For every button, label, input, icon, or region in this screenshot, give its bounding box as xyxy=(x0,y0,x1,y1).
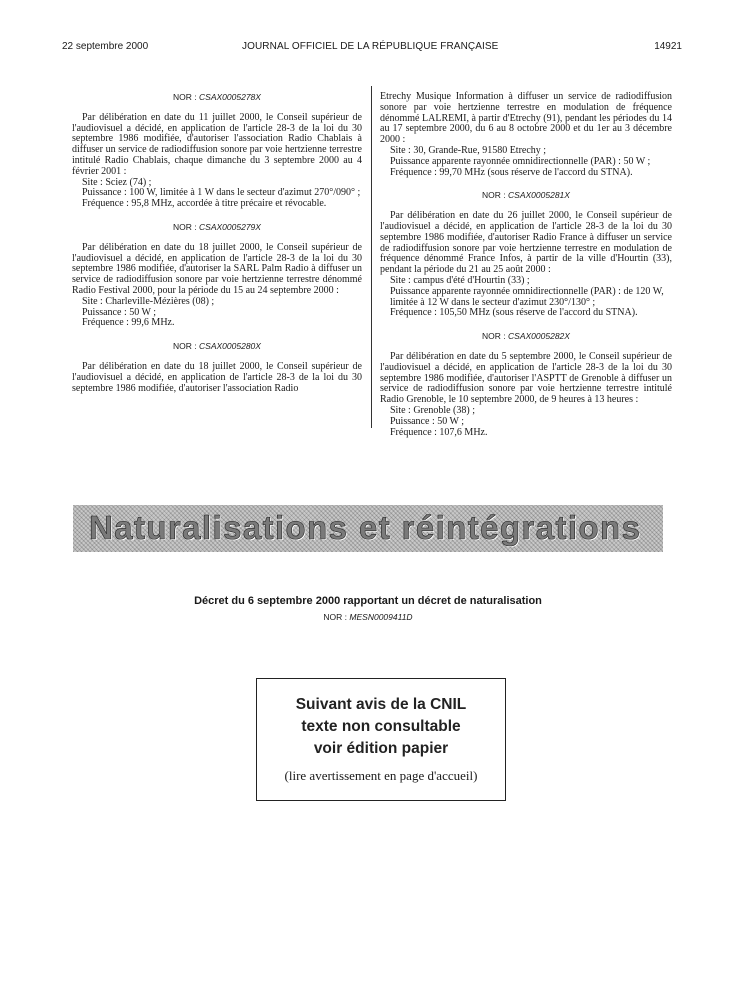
section-banner xyxy=(73,505,663,552)
journal-title: JOURNAL OFFICIEL DE LA RÉPUBLIQUE FRANÇAISE xyxy=(242,41,499,52)
site-line: Site : Grenoble (38) ; xyxy=(390,404,475,416)
cnil-notice-box xyxy=(256,678,506,801)
frequency-line: Fréquence : 99,6 MHz. xyxy=(82,317,175,329)
power-line: Puissance : 50 W ; xyxy=(390,415,465,427)
column-divider xyxy=(371,86,372,428)
nor-reference: NOR : CSAX0005279X xyxy=(173,221,261,232)
site-line: Site : Sciez (74) ; xyxy=(82,176,152,188)
deliberation-paragraph: Par délibération en date du 11 juillet 2000, le Conseil supérieur de l'audiovisuel a décidé, en application de l'article 28-3 de la loi du 30 septembre 1986 modifiée, d'autoriser l'association Radio Chablais à diffuser un service de radiodiffusion sonore par voie hertzienne terrestre intitulé Radio Chablais, chaque dimanche du 3 septembre 2000 au 4 février 2001 : xyxy=(72,111,362,177)
cnil-line: voir édition papier xyxy=(313,740,449,757)
page-number: 14921 xyxy=(654,41,682,52)
deliberation-paragraph: Par délibération en date du 18 juillet 2000, le Conseil supérieur de l'audiovisuel a décidé, en application de l'article 28-3 de la loi du 30 septembre 1986 modifiée, d'autoriser la SARL Palm Radio à diffuser un service de radiodiffusion sonore par voie hertzienne terrestre dénommé Radio Festival 2000, pour la période du 15 au 24 septembre 2000 : xyxy=(72,241,362,296)
right-column xyxy=(380,92,672,438)
cnil-line: Suivant avis de la CNIL xyxy=(295,696,467,713)
frequency-line: Fréquence : 95,8 MHz, accordée à titre précaire et révocable. xyxy=(82,198,327,210)
power-line: Puissance : 50 W ; xyxy=(82,306,157,318)
deliberation-paragraph: Par délibération en date du 18 juillet 2000, le Conseil supérieur de l'audiovisuel a décidé, en application de l'article 28-3 de la loi du 30 septembre 1986 modifiée, d'autoriser l'association Radio xyxy=(72,360,362,394)
deliberation-paragraph-continued: Etrechy Musique Information à diffuser un service de radiodiffusion sonore par voie hertzienne terrestre en modulation de fréquence dénommé LALREMI, à partir d'Etrechy (91), pendant les périodes du 14 au 17 septembre 2000, du 6 au 8 octobre 2000 et du 1er au 3 décembre 2000 : xyxy=(380,91,672,146)
nor-reference: NOR : CSAX0005282X xyxy=(482,331,570,342)
nor-reference: NOR : CSAX0005278X xyxy=(173,92,261,102)
site-line: Site : campus d'été d'Hourtin (33) ; xyxy=(390,274,530,286)
section-title: Naturalisations et réintégrations xyxy=(89,509,642,546)
deliberation-paragraph: Par délibération en date du 26 juillet 2000, le Conseil supérieur de l'audiovisuel a décidé, en application de l'article 28-3 de la loi du 30 septembre 1986 modifiée, d'autoriser Radio France à diffuser un service de radiodiffusion sonore par voie hertzienne terrestre en modulation de fréquence dénommé France Infos, à partir de la ville d'Hourtin (33), pendant la période du 21 au 25 août 2000 : xyxy=(380,210,672,276)
left-column xyxy=(72,92,362,394)
issue-date: 22 septembre 2000 xyxy=(62,41,149,52)
site-line: Site : 30, Grande-Rue, 91580 Etrechy ; xyxy=(390,144,547,156)
deliberation-paragraph: Par délibération en date du 5 septembre 2000, le Conseil supérieur de l'audiovisuel a décidé, en application de l'article 28-3 de la loi du 30 septembre 1986 modifiée, d'autoriser l'ASPTT de Grenoble à diffuser un service de radiodiffusion sonore par voie hertzienne terrestre intitulé Radio Grenoble, le 10 septembre 2000, de 9 heures à 13 heures : xyxy=(380,350,672,406)
power-line: Puissance apparente rayonnée omnidirectionnelle (PAR) : 50 W ; xyxy=(390,155,651,167)
nor-reference: NOR : CSAX0005281X xyxy=(482,190,570,201)
nor-reference: NOR : CSAX0005280X xyxy=(173,341,261,352)
page-header xyxy=(62,41,682,55)
cnil-note: (lire avertissement en page d'accueil) xyxy=(284,768,478,783)
cnil-line: texte non consultable xyxy=(301,718,461,735)
power-line: Puissance apparente rayonnée omnidirectionnelle (PAR) : de 120 W, limitée à 12 W dans le secteur d'azimut 230°/130° ; xyxy=(390,285,664,308)
frequency-line: Fréquence : 99,70 MHz (sous réserve de l'accord du STNA). xyxy=(390,166,633,178)
frequency-line: Fréquence : 105,50 MHz (sous réserve de l'accord du STNA). xyxy=(390,307,638,319)
decree-title: Décret du 6 septembre 2000 rapportant un décret de naturalisation xyxy=(194,595,542,607)
power-line: Puissance : 100 W, limitée à 1 W dans le secteur d'azimut 270°/090° ; xyxy=(82,187,361,199)
decree-nor: NOR : MESN0009411D xyxy=(323,612,413,622)
site-line: Site : Charleville-Mézières (08) ; xyxy=(82,295,215,307)
frequency-line: Fréquence : 107,6 MHz. xyxy=(390,426,488,438)
